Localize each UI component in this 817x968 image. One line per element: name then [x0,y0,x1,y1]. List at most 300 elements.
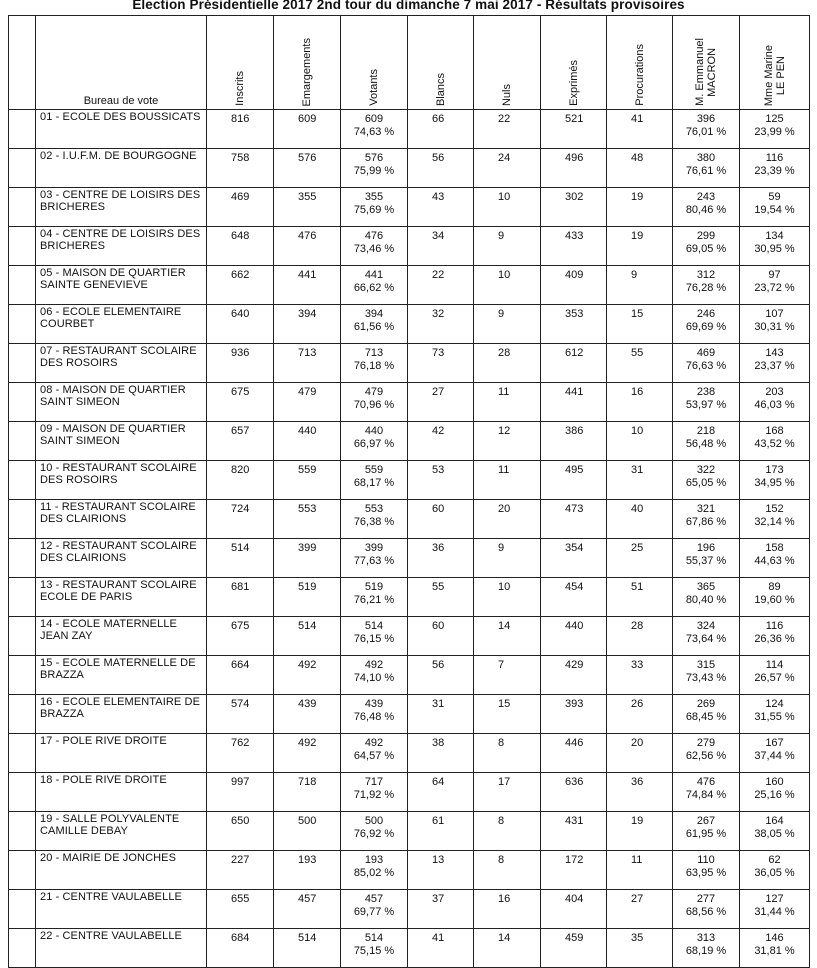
table-row [9,617,810,656]
inscrits-cell: 662 [207,266,274,305]
blancs-cell: 22 [408,266,474,305]
lepen-percent: 44,63 % [754,554,795,567]
inscrits-cell: 657 [207,422,274,461]
header-blancs-cell [408,16,474,110]
procurations-cell: 28 [607,617,673,656]
emargements-cell: 559 [274,461,341,500]
macron-votes: 476 [696,776,716,788]
header-emargements: Emargements [301,37,313,106]
lepen-cell [740,266,810,305]
emargements-cell: 553 [274,500,341,539]
lepen-cell [740,110,810,149]
row-blank-cell [9,422,36,461]
votants-cell [341,383,408,422]
macron-percent: 61,95 % [685,827,727,840]
blancs-cell: 38 [408,734,474,773]
lepen-votes: 62 [768,854,781,866]
row-blank-cell [9,149,36,188]
blancs-cell: 34 [408,227,474,266]
votants-cell [341,812,408,851]
emargements-cell: 718 [274,773,341,812]
lepen-percent: 26,36 % [754,632,795,645]
row-blank-cell [9,461,36,500]
procurations-cell: 19 [607,188,673,227]
macron-votes: 315 [696,659,716,671]
macron-percent: 76,63 % [685,359,727,372]
emargements-cell: 514 [274,617,341,656]
votants-percent: 76,18 % [353,359,395,372]
inscrits-cell: 655 [207,890,274,929]
lepen-votes: 146 [765,932,784,944]
lepen-votes: 114 [765,659,784,671]
votants-percent: 76,21 % [353,593,395,606]
row-blank-cell [9,773,36,812]
procurations-cell: 15 [607,305,673,344]
nuls-cell: 9 [474,539,541,578]
nuls-cell: 16 [474,890,541,929]
bureau-name: 09 - MAISON DE QUARTIER SAINT SIMEON [36,422,207,461]
results-table [8,15,810,968]
emargements-cell: 441 [274,266,341,305]
lepen-cell [740,656,810,695]
emargements-cell: 479 [274,383,341,422]
lepen-cell [740,461,810,500]
emargements-cell: 492 [274,656,341,695]
blancs-cell: 32 [408,305,474,344]
inscrits-cell: 997 [207,773,274,812]
row-blank-cell [9,110,36,149]
bureau-name: 13 - RESTAURANT SCOLAIRE ECOLE DE PARIS [36,578,207,617]
macron-cell [673,305,740,344]
votants-percent: 75,69 % [353,203,395,216]
table-row [9,812,810,851]
votants-cell [341,461,408,500]
votants-value: 514 [364,620,384,632]
exprimes-cell: 172 [541,851,607,890]
exprimes-cell: 446 [541,734,607,773]
bureau-name: 10 - RESTAURANT SCOLAIRE DES ROSOIRS [36,461,207,500]
votants-percent: 76,38 % [353,515,395,528]
macron-percent: 67,86 % [685,515,727,528]
macron-votes: 267 [696,815,716,827]
exprimes-cell: 431 [541,812,607,851]
macron-cell [673,851,740,890]
header-votants: Votants [368,69,380,106]
macron-percent: 69,69 % [685,320,727,333]
macron-votes: 365 [696,581,716,593]
procurations-cell: 41 [607,110,673,149]
macron-votes: 321 [696,503,716,515]
lepen-cell [740,773,810,812]
table-body [9,110,810,968]
lepen-votes: 124 [765,698,784,710]
lepen-cell [740,617,810,656]
nuls-cell: 8 [474,734,541,773]
lepen-votes: 116 [765,152,784,164]
table-row [9,929,810,968]
blancs-cell: 37 [408,890,474,929]
bureau-name: 20 - MAIRIE DE JONCHES [36,851,207,890]
emargements-cell: 476 [274,227,341,266]
votants-value: 394 [364,308,384,320]
macron-votes: 396 [696,113,716,125]
emargements-cell: 457 [274,890,341,929]
lepen-percent: 34,95 % [754,476,795,489]
lepen-cell [740,812,810,851]
lepen-cell [740,383,810,422]
macron-percent: 68,56 % [685,905,727,918]
procurations-cell: 19 [607,812,673,851]
votants-value: 440 [364,425,384,437]
row-blank-cell [9,500,36,539]
blancs-cell: 13 [408,851,474,890]
emargements-cell: 355 [274,188,341,227]
inscrits-cell: 724 [207,500,274,539]
votants-cell [341,500,408,539]
emargements-cell: 492 [274,734,341,773]
blancs-cell: 56 [408,656,474,695]
macron-percent: 80,40 % [685,593,727,606]
macron-votes: 277 [696,893,716,905]
nuls-cell: 17 [474,773,541,812]
blancs-cell: 55 [408,578,474,617]
emargements-cell: 439 [274,695,341,734]
votants-value: 479 [364,386,384,398]
header-votants-cell [341,16,408,110]
lepen-percent: 30,31 % [754,320,795,333]
nuls-cell: 12 [474,422,541,461]
lepen-percent: 25,16 % [754,788,795,801]
blancs-cell: 61 [408,812,474,851]
lepen-cell [740,929,810,968]
lepen-votes: 89 [768,581,781,593]
exprimes-cell: 393 [541,695,607,734]
procurations-cell: 48 [607,149,673,188]
exprimes-cell: 521 [541,110,607,149]
exprimes-cell: 441 [541,383,607,422]
procurations-cell: 55 [607,344,673,383]
lepen-cell [740,500,810,539]
lepen-votes: 158 [765,542,784,554]
macron-percent: 63,95 % [685,866,727,879]
emargements-cell: 394 [274,305,341,344]
votants-percent: 64,57 % [353,749,395,762]
lepen-percent: 31,55 % [754,710,795,723]
header-blancs: Blancs [434,72,447,106]
lepen-percent: 23,72 % [754,281,795,294]
header-bureau: Bureau de vote [36,16,207,110]
row-blank-cell [9,227,36,266]
votants-percent: 76,92 % [353,827,395,840]
row-blank-cell [9,344,36,383]
bureau-name: 03 - CENTRE DE LOISIRS DES BRICHERES [36,188,207,227]
header-nuls: Nuls [501,83,513,106]
emargements-cell: 399 [274,539,341,578]
lepen-votes: 97 [768,269,781,281]
macron-percent: 55,37 % [685,554,727,567]
votants-value: 609 [364,113,384,125]
macron-percent: 65,05 % [685,476,727,489]
header-exprimes-cell [541,16,607,110]
row-blank-cell [9,812,36,851]
nuls-cell: 14 [474,617,541,656]
macron-cell [673,461,740,500]
exprimes-cell: 440 [541,617,607,656]
lepen-percent: 37,44 % [754,749,795,762]
macron-cell [673,188,740,227]
macron-percent: 73,43 % [685,671,727,684]
header-exprimes: Exprimés [567,60,580,106]
exprimes-cell: 495 [541,461,607,500]
macron-cell [673,149,740,188]
votants-value: 519 [364,581,384,593]
emargements-cell: 500 [274,812,341,851]
row-blank-cell [9,695,36,734]
votants-value: 492 [364,659,384,671]
procurations-cell: 51 [607,578,673,617]
bureau-name: 22 - CENTRE VAULABELLE [36,929,207,968]
inscrits-cell: 675 [207,617,274,656]
lepen-cell [740,344,810,383]
header-procurations-cell [607,16,673,110]
lepen-votes: 168 [765,425,784,437]
macron-percent: 69,05 % [685,242,727,255]
votants-cell [341,617,408,656]
votants-cell [341,227,408,266]
nuls-cell: 9 [474,305,541,344]
nuls-cell: 15 [474,695,541,734]
procurations-cell: 31 [607,461,673,500]
exprimes-cell: 612 [541,344,607,383]
lepen-percent: 31,44 % [754,905,795,918]
macron-cell [673,734,740,773]
votants-value: 439 [364,698,384,710]
row-blank-cell [9,851,36,890]
lepen-percent: 32,14 % [754,515,795,528]
lepen-votes: 107 [765,308,784,320]
table-row [9,539,810,578]
nuls-cell: 20 [474,500,541,539]
header-blank-cell [9,16,36,110]
bureau-name: 18 - POLE RIVE DROITE [36,773,207,812]
inscrits-cell: 514 [207,539,274,578]
blancs-cell: 53 [408,461,474,500]
lepen-percent: 31,81 % [754,944,795,957]
procurations-cell: 20 [607,734,673,773]
votants-cell [341,695,408,734]
header-macron-cell [673,16,740,110]
procurations-cell: 25 [607,539,673,578]
procurations-cell: 10 [607,422,673,461]
row-blank-cell [9,266,36,305]
macron-percent: 62,56 % [685,749,727,762]
lepen-cell [740,305,810,344]
bureau-name: 19 - SALLE POLYVALENTE CAMILLE DEBAY [36,812,207,851]
row-blank-cell [9,305,36,344]
table-row [9,227,810,266]
header-lepen-cell [740,16,810,110]
votants-cell [341,110,408,149]
bureau-name: 21 - CENTRE VAULABELLE [36,890,207,929]
macron-percent: 68,19 % [685,944,727,957]
inscrits-cell: 469 [207,188,274,227]
table-row [9,344,810,383]
votants-cell [341,578,408,617]
votants-value: 553 [364,503,384,515]
emargements-cell: 193 [274,851,341,890]
lepen-percent: 26,57 % [754,671,795,684]
lepen-votes: 160 [765,776,784,788]
exprimes-cell: 302 [541,188,607,227]
blancs-cell: 36 [408,539,474,578]
votants-value: 500 [364,815,384,827]
nuls-cell: 8 [474,812,541,851]
bureau-name: 14 - ECOLE MATERNELLE JEAN ZAY [36,617,207,656]
lepen-votes: 116 [765,620,784,632]
blancs-cell: 64 [408,773,474,812]
blancs-cell: 60 [408,500,474,539]
macron-votes: 279 [696,737,716,749]
votants-percent: 70,96 % [353,398,395,411]
emargements-cell: 440 [274,422,341,461]
nuls-cell: 22 [474,110,541,149]
macron-votes: 110 [697,854,715,866]
lepen-votes: 59 [768,191,781,203]
nuls-cell: 24 [474,149,541,188]
macron-votes: 246 [696,308,716,320]
macron-percent: 76,01 % [685,125,727,138]
inscrits-cell: 816 [207,110,274,149]
row-blank-cell [9,578,36,617]
emargements-cell: 576 [274,149,341,188]
table-row [9,110,810,149]
lepen-cell [740,734,810,773]
emargements-cell: 609 [274,110,341,149]
votants-value: 492 [364,737,384,749]
nuls-cell: 9 [474,227,541,266]
nuls-cell: 28 [474,344,541,383]
exprimes-cell: 354 [541,539,607,578]
table-row [9,773,810,812]
exprimes-cell: 459 [541,929,607,968]
nuls-cell: 11 [474,383,541,422]
macron-percent: 73,64 % [685,632,727,645]
votants-percent: 61,56 % [353,320,395,333]
nuls-cell: 10 [474,266,541,305]
macron-cell [673,539,740,578]
nuls-cell: 7 [474,656,541,695]
table-row [9,851,810,890]
procurations-cell: 35 [607,929,673,968]
header-macron: M. Emmanuel MACRON [694,38,718,106]
exprimes-cell: 404 [541,890,607,929]
macron-votes: 269 [696,698,716,710]
lepen-cell [740,422,810,461]
macron-cell [673,578,740,617]
lepen-votes: 125 [765,113,784,125]
lepen-percent: 23,39 % [754,164,795,177]
votants-value: 514 [364,932,384,944]
macron-percent: 80,46 % [685,203,727,216]
lepen-percent: 43,52 % [754,437,795,450]
bureau-name: 02 - I.U.F.M. DE BOURGOGNE [36,149,207,188]
macron-votes: 299 [696,230,716,242]
macron-votes: 238 [696,386,716,398]
bureau-name: 11 - RESTAURANT SCOLAIRE DES CLAIRIONS [36,500,207,539]
procurations-cell: 36 [607,773,673,812]
procurations-cell: 40 [607,500,673,539]
votants-percent: 68,17 % [353,476,395,489]
votants-value: 193 [364,854,384,866]
macron-cell [673,812,740,851]
table-row [9,305,810,344]
table-row [9,578,810,617]
macron-cell [673,695,740,734]
lepen-votes: 143 [765,347,784,359]
lepen-cell [740,578,810,617]
bureau-name: 12 - RESTAURANT SCOLAIRE DES CLAIRIONS [36,539,207,578]
bureau-name: 15 - ECOLE MATERNELLE DE BRAZZA [36,656,207,695]
blancs-cell: 42 [408,422,474,461]
table-row [9,188,810,227]
votants-cell [341,656,408,695]
inscrits-cell: 574 [207,695,274,734]
row-blank-cell [9,734,36,773]
header-procurations: Procurations [633,44,646,106]
table-row [9,500,810,539]
lepen-votes: 173 [765,464,784,476]
row-blank-cell [9,890,36,929]
inscrits-cell: 227 [207,851,274,890]
table-row [9,383,810,422]
macron-percent: 56,48 % [685,437,727,450]
lepen-votes: 127 [765,893,784,905]
row-blank-cell [9,656,36,695]
macron-cell [673,266,740,305]
table-row [9,266,810,305]
votants-percent: 76,15 % [353,632,395,645]
inscrits-cell: 684 [207,929,274,968]
votants-percent: 77,63 % [353,554,395,567]
votants-value: 476 [364,230,384,242]
votants-value: 717 [364,776,384,788]
macron-votes: 324 [696,620,716,632]
page-title: Election Présidentielle 2017 2nd tour du dimanche 7 mai 2017 - Résultats provisoires [132,0,685,12]
macron-percent: 76,28 % [685,281,727,294]
exprimes-cell: 353 [541,305,607,344]
exprimes-cell: 454 [541,578,607,617]
exprimes-cell: 473 [541,500,607,539]
votants-cell [341,344,408,383]
inscrits-cell: 640 [207,305,274,344]
table-row [9,656,810,695]
lepen-cell [740,695,810,734]
exprimes-cell: 386 [541,422,607,461]
votants-percent: 71,92 % [353,788,395,801]
header-emargements-cell [274,16,341,110]
row-blank-cell [9,617,36,656]
emargements-cell: 713 [274,344,341,383]
bureau-name: 01 - ECOLE DES BOUSSICATS [36,110,207,149]
blancs-cell: 73 [408,344,474,383]
table-row [9,890,810,929]
inscrits-cell: 758 [207,149,274,188]
votants-percent: 74,10 % [353,671,395,684]
inscrits-cell: 648 [207,227,274,266]
lepen-percent: 23,99 % [754,125,795,138]
blancs-cell: 66 [408,110,474,149]
lepen-cell [740,227,810,266]
